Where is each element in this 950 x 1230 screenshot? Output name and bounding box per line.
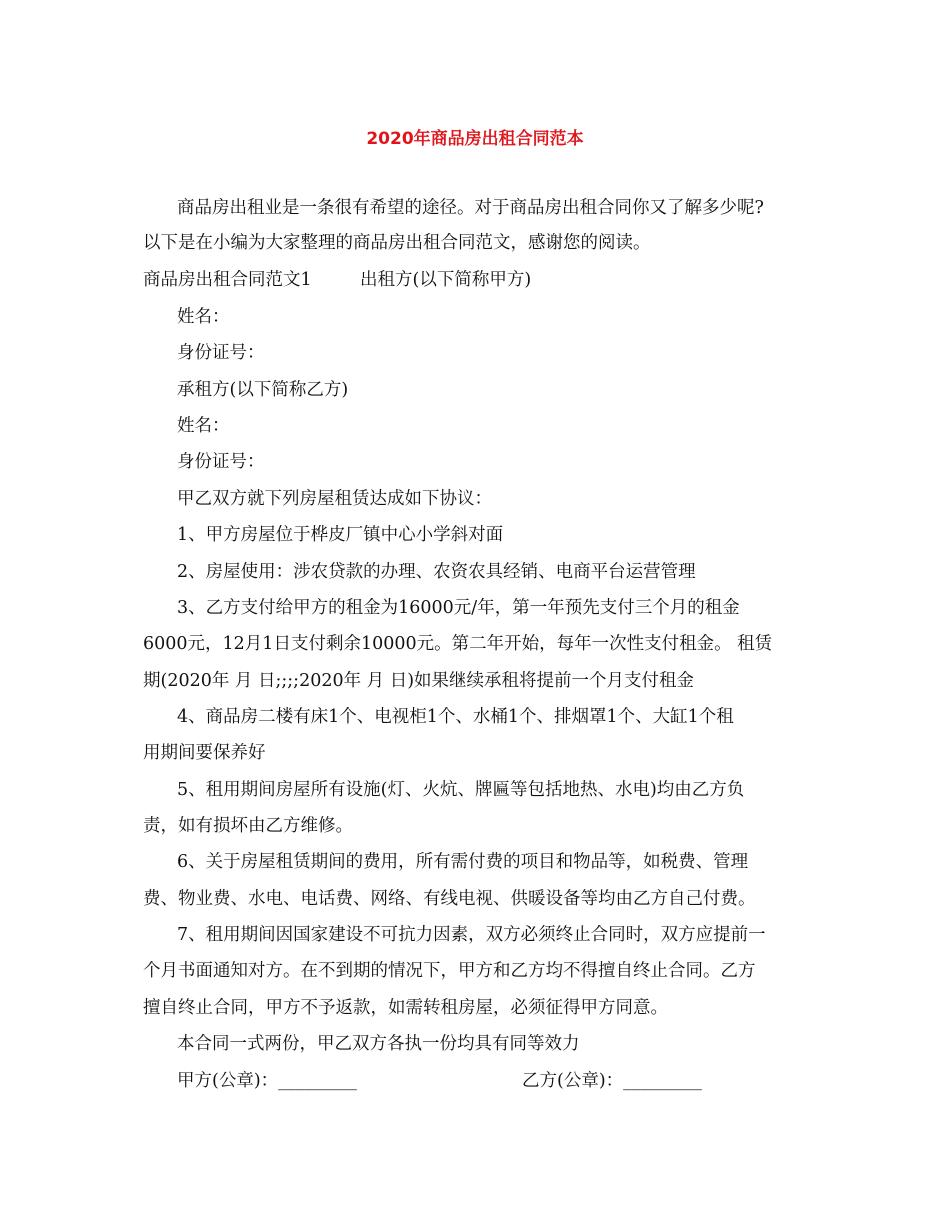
party-b-seal-field: 乙方(公章)：_________ [522, 1071, 702, 1091]
intro-line-1: 商品房出租业是一条很有希望的途径。对于商品房出租合同你又了解多少呢? [177, 198, 764, 218]
party-a-seal-field: 甲方(公章)：_________ [177, 1071, 357, 1091]
clause-4-line-2: 用期间要保养好 [143, 743, 266, 763]
agreement-intro: 甲乙双方就下列房屋租赁达成如下协议： [177, 489, 492, 509]
clause-3-line-2: 6000元，12月1日支付剩余10000元。第二年开始，每年一次性支付租金。 租赁 [143, 634, 773, 654]
clause-5-line-1: 5、租用期间房屋所有设施(灯、火炕、牌匾等包括地热、水电)均由乙方负 [177, 780, 745, 800]
lessor-id-field: 身份证号： [177, 343, 265, 363]
clause-3-line-3: 期(2020年 月 日;;;;2020年 月 日)如果继续承租将提前一个月支付租金 [143, 671, 695, 691]
clause-7-line-3: 擅自终止合同，甲方不予返款，如需转租房屋，必须征得甲方同意。 [143, 998, 668, 1018]
document-title: 2020年商品房出租合同范本 [366, 129, 584, 149]
clause-3-line-1: 3、乙方支付给甲方的租金为16000元/年，第一年预先支付三个月的租金 [177, 598, 740, 618]
clause-1: 1、甲方房屋位于桦皮厂镇中心小学斜对面 [177, 525, 504, 545]
lessee-label: 承租方(以下简称乙方) [177, 380, 349, 400]
lessor-name-field: 姓名： [177, 307, 230, 327]
clause-7-line-1: 7、租用期间因国家建设不可抗力因素，双方必须终止合同时，双方应提前一 [177, 925, 766, 945]
lessor-label: 出租方(以下简称甲方) [360, 270, 532, 290]
lessee-name-field: 姓名： [177, 416, 230, 436]
section-heading: 商品房出租合同范文1 [143, 270, 312, 290]
clause-7-line-2: 个月书面通知对方。在不到期的情况下，甲方和乙方均不得擅自终止合同。乙方 [143, 961, 756, 981]
lessee-id-field: 身份证号： [177, 452, 265, 472]
copies-statement: 本合同一式两份，甲乙双方各执一份均具有同等效力 [177, 1034, 580, 1054]
clause-2: 2、房屋使用：涉农贷款的办理、农资农具经销、电商平台运营管理 [177, 562, 696, 582]
clause-4-line-1: 4、商品房二楼有床1个、电视柜1个、水桶1个、排烟罩1个、大缸1个租 [177, 707, 734, 727]
clause-6-line-2: 费、物业费、水电、电话费、网络、有线电视、供暖设备等均由乙方自己付费。 [143, 889, 756, 909]
clause-5-line-2: 责，如有损坏由乙方维修。 [143, 816, 353, 836]
clause-6-line-1: 6、关于房屋租赁期间的费用，所有需付费的项目和物品等，如税费、管理 [177, 852, 749, 872]
intro-line-2: 以下是在小编为大家整理的商品房出租合同范文，感谢您的阅读。 [143, 233, 651, 253]
